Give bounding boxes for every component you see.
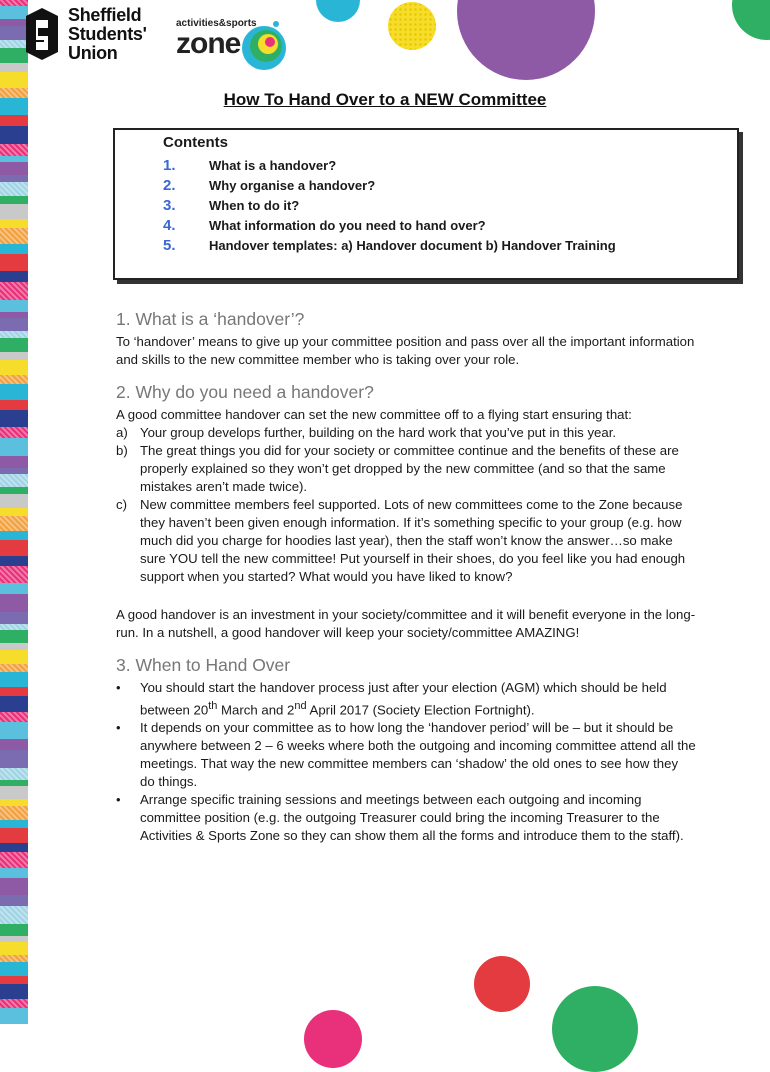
contents-item-number: 2. xyxy=(163,176,176,194)
lettered-list-item xyxy=(116,424,696,442)
contents-box xyxy=(113,128,739,280)
contents-item-number: 1. xyxy=(163,156,176,174)
lettered-list-item xyxy=(116,496,696,586)
contents-item-number: 5. xyxy=(163,236,176,254)
decorative-circle-green xyxy=(732,0,770,40)
contents-list xyxy=(163,155,616,255)
decorative-circle-pink xyxy=(304,1010,362,1068)
bullet-list-item xyxy=(116,791,696,845)
list-marker: a) xyxy=(116,425,128,440)
ssu-logo-text xyxy=(68,6,147,63)
superscript: th xyxy=(208,700,218,712)
zone-logo-small-text: activities&sports xyxy=(176,18,257,29)
ssu-shield-icon xyxy=(24,6,60,62)
section-paragraph: To ‘handover’ means to give up your committee position and pass over all the important information and skills to the new committee member who is taking over your role. xyxy=(116,334,695,367)
contents-item xyxy=(163,215,616,235)
list-item-text-part: You should start the handover process just after your election (AGM) which should be held between 20 xyxy=(140,680,667,718)
bullet-list-item xyxy=(116,679,696,719)
decorative-circle-cyan xyxy=(316,0,360,22)
contents-item-number: 4. xyxy=(163,216,176,234)
superscript: nd xyxy=(294,700,307,712)
list-item-text-part: April 2017 (Society Election Fortnight). xyxy=(306,702,535,718)
list-item-text: Arrange specific training sessions and meetings between each outgoing and incoming committee position (e.g. the outgoing Treasurer could bring the incoming Treasurer to the Activities & Sports Zone so they can show them all the forms and introduce them to the staff). xyxy=(140,792,684,844)
list-marker: c) xyxy=(116,497,127,512)
ssu-logo-line: Union xyxy=(68,43,118,63)
contents-item xyxy=(163,155,616,175)
decorative-circle-yellow xyxy=(388,2,436,50)
color-stripe-decoration xyxy=(0,0,28,1024)
list-item-text xyxy=(140,679,696,719)
bullet-marker: • xyxy=(116,792,121,808)
list-item-text: It depends on your committee as to how long the ‘handover period’ will be – but it should be anywhere between 2 – 6 weeks where both the outgoing and incoming committee attend all the meetings. That way the new committee members can ‘shadow’ the old ones to see how they do things. xyxy=(140,720,696,790)
section-heading-what-is-handover: 1. What is a ‘handover’? xyxy=(116,309,305,329)
list-item-text: Your group develops further, building on the hard work that you’ve put in this year. xyxy=(140,425,617,440)
contents-item xyxy=(163,235,616,255)
contents-item-text: When to do it? xyxy=(209,197,300,213)
document-body xyxy=(116,308,696,845)
list-item-text: New committee members feel supported. Lots of new committees come to the Zone because they haven’t been given enough information. If it’s something specific to your group (e.g. how much did you charge for hoodies last year), then the staff won’t know the answer…so make sure YOU tell the new committee! Put yourself in their shoes, do you feel like you had enough support when you started? What would you have liked to know? xyxy=(140,497,686,584)
decorative-circle-green-bottom xyxy=(552,986,638,1072)
ssu-logo-line: Sheffield xyxy=(68,5,142,25)
contents-item-text: Why organise a handover? xyxy=(209,177,376,193)
document-title: How To Hand Over to a NEW Committee xyxy=(223,90,547,109)
decorative-circle-purple xyxy=(457,0,595,80)
contents-item-text: What information do you need to hand over? xyxy=(209,217,486,233)
contents-item-number: 3. xyxy=(163,196,176,214)
list-marker: b) xyxy=(116,443,128,458)
lettered-list-item xyxy=(116,442,696,496)
contents-item xyxy=(163,195,616,215)
contents-item-text: Handover templates: a) Handover document b) Handover Training xyxy=(209,237,616,253)
bullet-marker: • xyxy=(116,720,121,736)
ssu-logo-line: Students' xyxy=(68,24,147,44)
section-paragraph: A good committee handover can set the new committee off to a flying start ensuring that: xyxy=(116,407,632,422)
contents-item xyxy=(163,175,616,195)
contents-item-text: What is a handover? xyxy=(209,157,337,173)
zone-logo-word: zone xyxy=(176,27,241,60)
list-item-text-part: March and 2 xyxy=(217,702,295,718)
activities-sports-zone-logo xyxy=(176,14,286,74)
sheffield-students-union-logo xyxy=(24,6,147,63)
section-paragraph: A good handover is an investment in your society/committee and it will benefit everyone in the long-run. In a nutshell, a good handover will keep your society/committee AMAZING! xyxy=(116,607,696,640)
section-heading-when-to-hand-over: 3. When to Hand Over xyxy=(116,655,291,675)
section-heading-why-handover: 2. Why do you need a handover? xyxy=(116,382,374,402)
bullet-list-item xyxy=(116,719,696,791)
bullet-marker: • xyxy=(116,680,121,695)
contents-heading: Contents xyxy=(163,134,228,151)
decorative-circle-red xyxy=(474,956,530,1012)
list-item-text: The great things you did for your society or committee continue and the benefits of these are properly explained so they won’t get dropped by the new committee (and so that the same mistakes aren’t made twice). xyxy=(140,443,679,494)
